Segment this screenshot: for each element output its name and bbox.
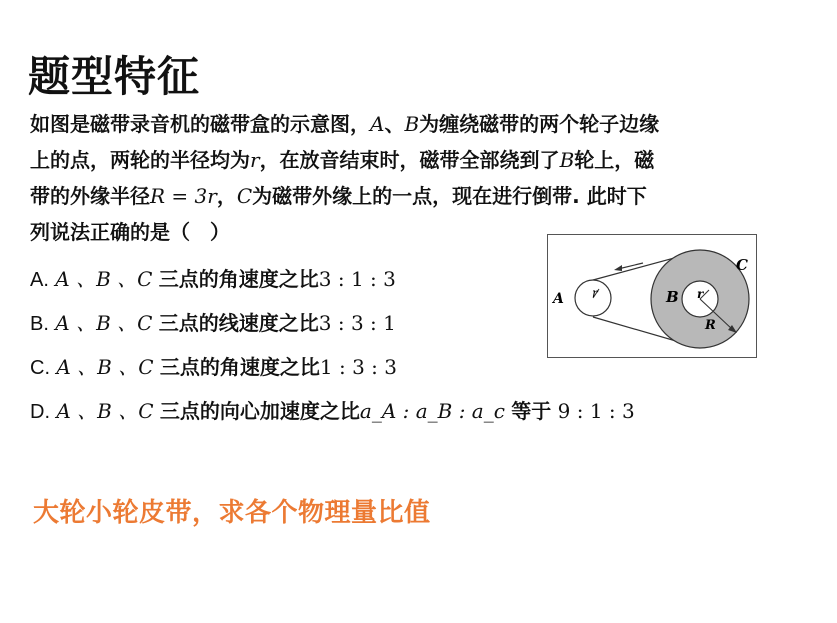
option-text: 三点的线速度之比 xyxy=(158,311,319,335)
direction-arrow-head xyxy=(614,265,622,271)
variable-r: r xyxy=(250,148,260,172)
variable-C: C xyxy=(236,184,253,208)
question-line-2 xyxy=(30,142,775,178)
question-line-1 xyxy=(30,106,775,142)
label-R: R xyxy=(705,318,716,333)
option-variables: A 、B 、C xyxy=(56,355,154,379)
label-C: C xyxy=(736,256,748,274)
label-r-small: r xyxy=(592,286,598,300)
separator: ， xyxy=(216,184,237,208)
option-variables: A 、B 、C xyxy=(55,311,153,335)
option-value: 3 : 1 : 3 xyxy=(318,267,396,291)
variable-A: A xyxy=(370,112,385,136)
diagram-svg xyxy=(548,235,755,356)
question-text-segment: 为缠绕磁带的两个轮子边缘 xyxy=(419,112,660,136)
option-value: 1 : 3 : 3 xyxy=(319,355,397,379)
question-text-segment: ，在放音结束时，磁带全部绕到了 xyxy=(259,148,560,172)
option-variables: A 、B 、C xyxy=(55,267,153,291)
page-title: 题型特征 xyxy=(28,52,201,101)
option-text: 三点的角速度之比 xyxy=(159,355,320,379)
option-value: 3 : 3 : 1 xyxy=(318,311,396,335)
option-text: 三点的角速度之比 xyxy=(158,267,319,291)
option-d[interactable] xyxy=(30,390,730,434)
option-variables: A 、B 、C xyxy=(56,399,154,423)
equation-R-3r: R = 3r xyxy=(150,184,217,208)
label-A: A xyxy=(553,291,564,307)
option-letter: B. xyxy=(30,313,49,335)
option-suffix: 等于 xyxy=(511,399,552,423)
option-letter: D. xyxy=(30,401,50,423)
question-text-segment: 轮上，磁 xyxy=(574,148,655,172)
option-letter: A. xyxy=(30,269,49,291)
variable-B: B xyxy=(404,112,420,136)
option-text: 三点的向心加速度之比 xyxy=(159,399,360,423)
question-text-segment: 带的外缘半径 xyxy=(30,184,150,208)
option-letter: C. xyxy=(30,357,50,379)
option-value-2: 9 : 1 : 3 xyxy=(557,399,635,423)
option-value: a_A : a_B : a_c xyxy=(359,399,505,423)
variable-B: B xyxy=(559,148,575,172)
label-r-big: r xyxy=(697,287,704,301)
separator: 、 xyxy=(384,112,405,136)
summary-note: 大轮小轮皮带，求各个物理量比值 xyxy=(33,498,431,528)
question-text-segment: 上的点，两轮的半径均为 xyxy=(30,148,250,172)
question-line-3 xyxy=(30,178,775,214)
label-B: B xyxy=(666,288,679,306)
question-line-4: 列说法正确的是（ ） xyxy=(30,220,230,244)
question-text-segment: 如图是磁带录音机的磁带盒的示意图， xyxy=(30,112,370,136)
tape-cassette-diagram xyxy=(547,234,757,358)
question-text-segment: 为磁带外缘上的一点，现在进行倒带. 此时下 xyxy=(252,184,647,208)
question-text xyxy=(30,106,775,250)
